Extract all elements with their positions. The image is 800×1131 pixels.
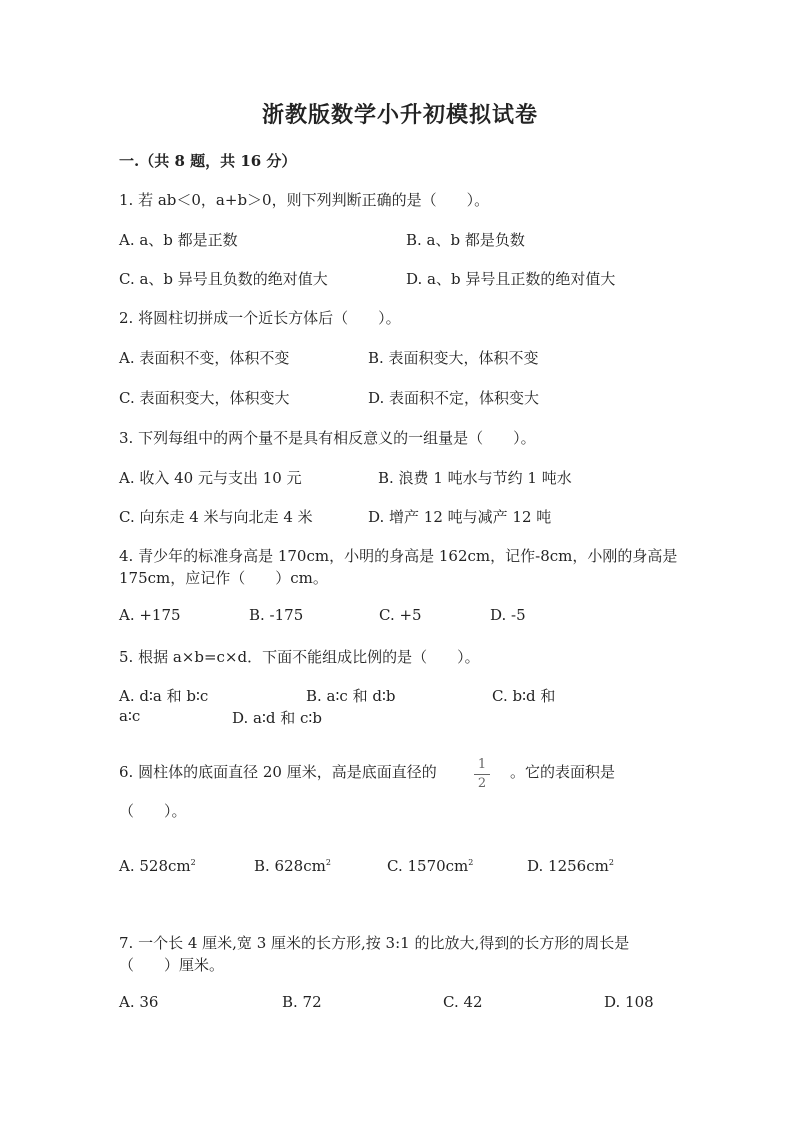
question-5-option-d: D. a∶d 和 c∶b (232, 709, 322, 727)
section-heading: 一.（共 8 题，共 16 分） (119, 152, 297, 170)
question-5-option-c: C. b∶d 和 (492, 687, 556, 705)
question-1-stem: 1. 若 ab＜0，a+b＞0，则下列判断正确的是（ ）。 (119, 191, 490, 209)
question-6-stem-line-2: （ ）。 (119, 802, 187, 820)
question-4-option-c: C. +5 (379, 606, 422, 624)
question-6-option-d (527, 857, 614, 875)
option-a-text: A. 528cm (119, 857, 191, 875)
question-7-option-d: D. 108 (604, 993, 654, 1011)
question-7-stem-line-1: 7. 一个长 4 厘米,宽 3 厘米的长方形,按 3:1 的比放大,得到的长方形的周长是 (119, 934, 630, 952)
question-4-option-a: A. +175 (119, 606, 181, 624)
question-1-option-c: C. a、b 异号且负数的绝对值大 (119, 270, 328, 288)
question-3-option-a: A. 收入 40 元与支出 10 元 (119, 469, 302, 487)
question-7-option-a: A. 36 (119, 993, 159, 1011)
question-1-option-a: A. a、b 都是正数 (119, 231, 238, 249)
option-c-text: C. 1570cm (387, 857, 469, 875)
option-d-text: D. 1256cm (527, 857, 609, 875)
option-b-text: B. 628cm (254, 857, 326, 875)
question-7-option-b: B. 72 (282, 993, 322, 1011)
question-3-option-d: D. 增产 12 吨与减产 12 吨 (368, 508, 552, 526)
fraction-numerator: 1 (477, 757, 487, 772)
question-6-option-b (254, 857, 331, 875)
question-4-stem-line-1: 4. 青少年的标准身高是 170cm，小明的身高是 162cm，记作-8cm，小刚的身高是 (119, 547, 678, 565)
question-5-option-c-continued: a∶c (119, 707, 141, 725)
fraction-denominator: 2 (477, 776, 487, 791)
unit-superscript: 2 (190, 858, 196, 867)
unit-superscript: 2 (608, 858, 614, 867)
question-5-option-b: B. a∶c 和 d∶b (306, 687, 396, 705)
question-1-option-d: D. a、b 异号且正数的绝对值大 (406, 270, 616, 288)
question-3-option-c: C. 向东走 4 米与向北走 4 米 (119, 508, 313, 526)
unit-superscript: 2 (468, 858, 474, 867)
fraction-bar (474, 774, 490, 775)
fraction-one-half (472, 758, 492, 791)
question-3-stem: 3. 下列每组中的两个量不是具有相反意义的一组量是（ ）。 (119, 429, 536, 447)
unit-superscript: 2 (325, 858, 331, 867)
question-5-option-a: A. d∶a 和 b∶c (119, 687, 209, 705)
question-5-stem: 5. 根据 a×b=c×d．下面不能组成比例的是（ ）。 (119, 648, 480, 666)
question-2-option-b: B. 表面积变大，体积不变 (368, 349, 539, 367)
question-1-option-b: B. a、b 都是负数 (406, 231, 525, 249)
question-7-option-c: C. 42 (443, 993, 483, 1011)
question-4-stem-line-2: 175cm，应记作（ ）cm。 (119, 569, 328, 587)
question-4-option-d: D. -5 (490, 606, 526, 624)
page-title: 浙教版数学小升初模拟试卷 (261, 102, 538, 128)
question-6-stem-line-1: 6. 圆柱体的底面直径 20 厘米，高是底面直径的 (119, 763, 437, 781)
question-6-option-c (387, 857, 473, 875)
question-2-option-d: D. 表面积不定，体积变大 (368, 389, 540, 407)
question-2-option-c: C. 表面积变大，体积变大 (119, 389, 290, 407)
question-3-option-b: B. 浪费 1 吨水与节约 1 吨水 (378, 469, 572, 487)
question-6-stem-continued: 。它的表面积是 (510, 763, 616, 781)
question-2-stem: 2. 将圆柱切拼成一个近长方体后（ ）。 (119, 309, 401, 327)
question-2-option-a: A. 表面积不变，体积不变 (119, 349, 290, 367)
question-4-option-b: B. -175 (249, 606, 304, 624)
question-7-stem-line-2: （ ）厘米。 (119, 956, 225, 974)
question-6-option-a (119, 857, 196, 875)
